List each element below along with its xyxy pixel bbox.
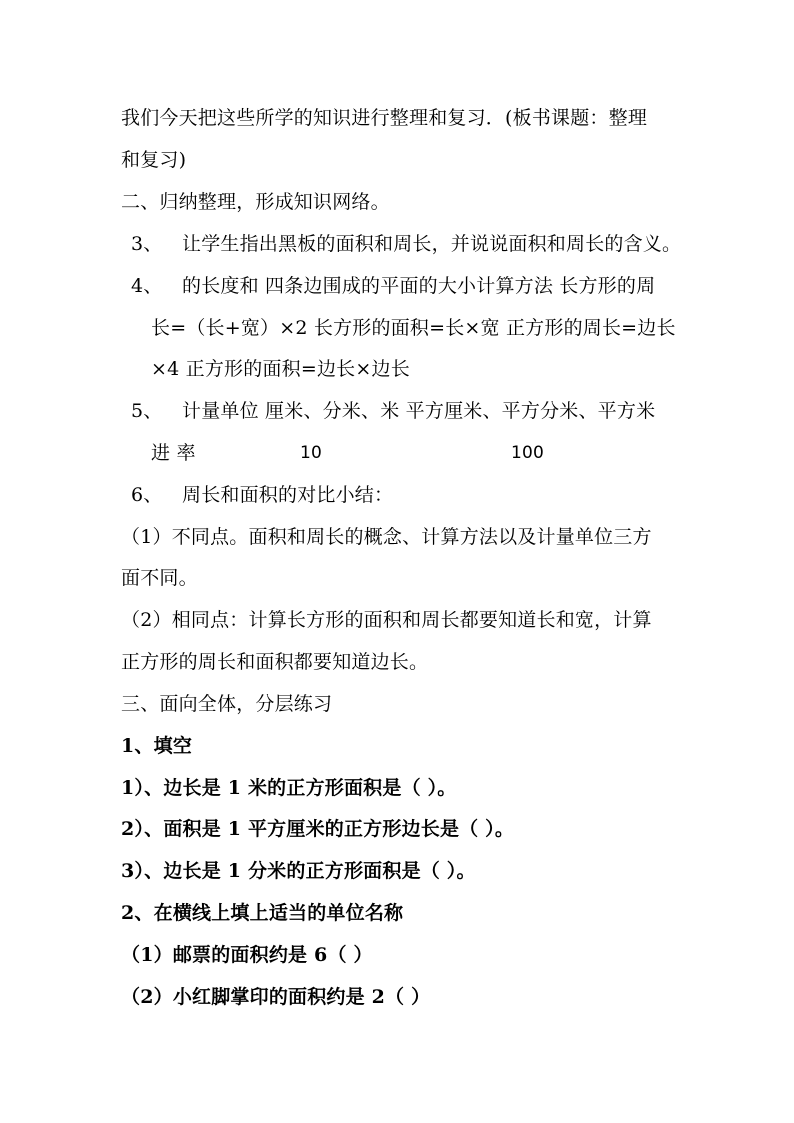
intro-line-1: 我们今天把这些所学的知识进行整理和复习．(板书课题：整理 <box>121 107 648 129</box>
item-3-number: 3、 <box>131 233 163 255</box>
point-1-line-2: 面不同。 <box>121 567 198 589</box>
item-6-number: 6、 <box>131 484 163 506</box>
exercise-2-question-1: （1）邮票的面积约是 6（ ） <box>121 944 373 966</box>
exercise-2-question-2: （2）小红脚掌印的面积约是 2（ ） <box>121 986 431 1008</box>
rate-label: 进 率 <box>151 442 196 464</box>
section-2-heading: 二、归纳整理，形成知识网络。 <box>121 191 390 213</box>
exercise-1-question-1: 1）、边长是 1 米的正方形面积是（ ）。 <box>121 777 457 799</box>
item-4-line-1: 的长度和 四条边围成的平面的大小计算方法 长方形的周 <box>182 275 656 297</box>
exercise-1-heading: 1、填空 <box>121 735 193 757</box>
item-6-text: 周长和面积的对比小结： <box>182 484 394 506</box>
point-2-line-1: （2）相同点：计算长方形的面积和周长都要知道长和宽，计算 <box>121 609 652 631</box>
exercise-1-question-3: 3）、边长是 1 分米的正方形面积是（ ）。 <box>121 860 476 882</box>
item-4-line-2: 长=（长+宽）×2 长方形的面积=长×宽 正方形的周长=边长 <box>151 317 676 339</box>
item-4-line-3: ×4 正方形的面积=边长×边长 <box>151 358 410 380</box>
intro-line-2: 和复习) <box>121 149 187 171</box>
item-4-number: 4、 <box>131 275 163 297</box>
point-2-line-2: 正方形的周长和面积都要知道边长。 <box>121 651 429 673</box>
rate-value-100: 100 <box>511 443 545 463</box>
exercise-2-heading: 2、在横线上填上适当的单位名称 <box>121 902 404 924</box>
rate-value-10: 10 <box>300 443 323 463</box>
item-5-line-1: 计量单位 厘米、分米、米 平方厘米、平方分米、平方米 <box>182 400 656 422</box>
point-1-line-1: （1）不同点。面积和周长的概念、计算方法以及计量单位三方 <box>121 526 652 548</box>
exercise-1-question-2: 2）、面积是 1 平方厘米的正方形边长是（ ）。 <box>121 818 515 840</box>
section-3-heading: 三、面向全体，分层练习 <box>121 693 333 715</box>
item-3-text: 让学生指出黑板的面积和周长，并说说面积和周长的含义。 <box>182 233 682 255</box>
item-5-number: 5、 <box>131 400 163 422</box>
